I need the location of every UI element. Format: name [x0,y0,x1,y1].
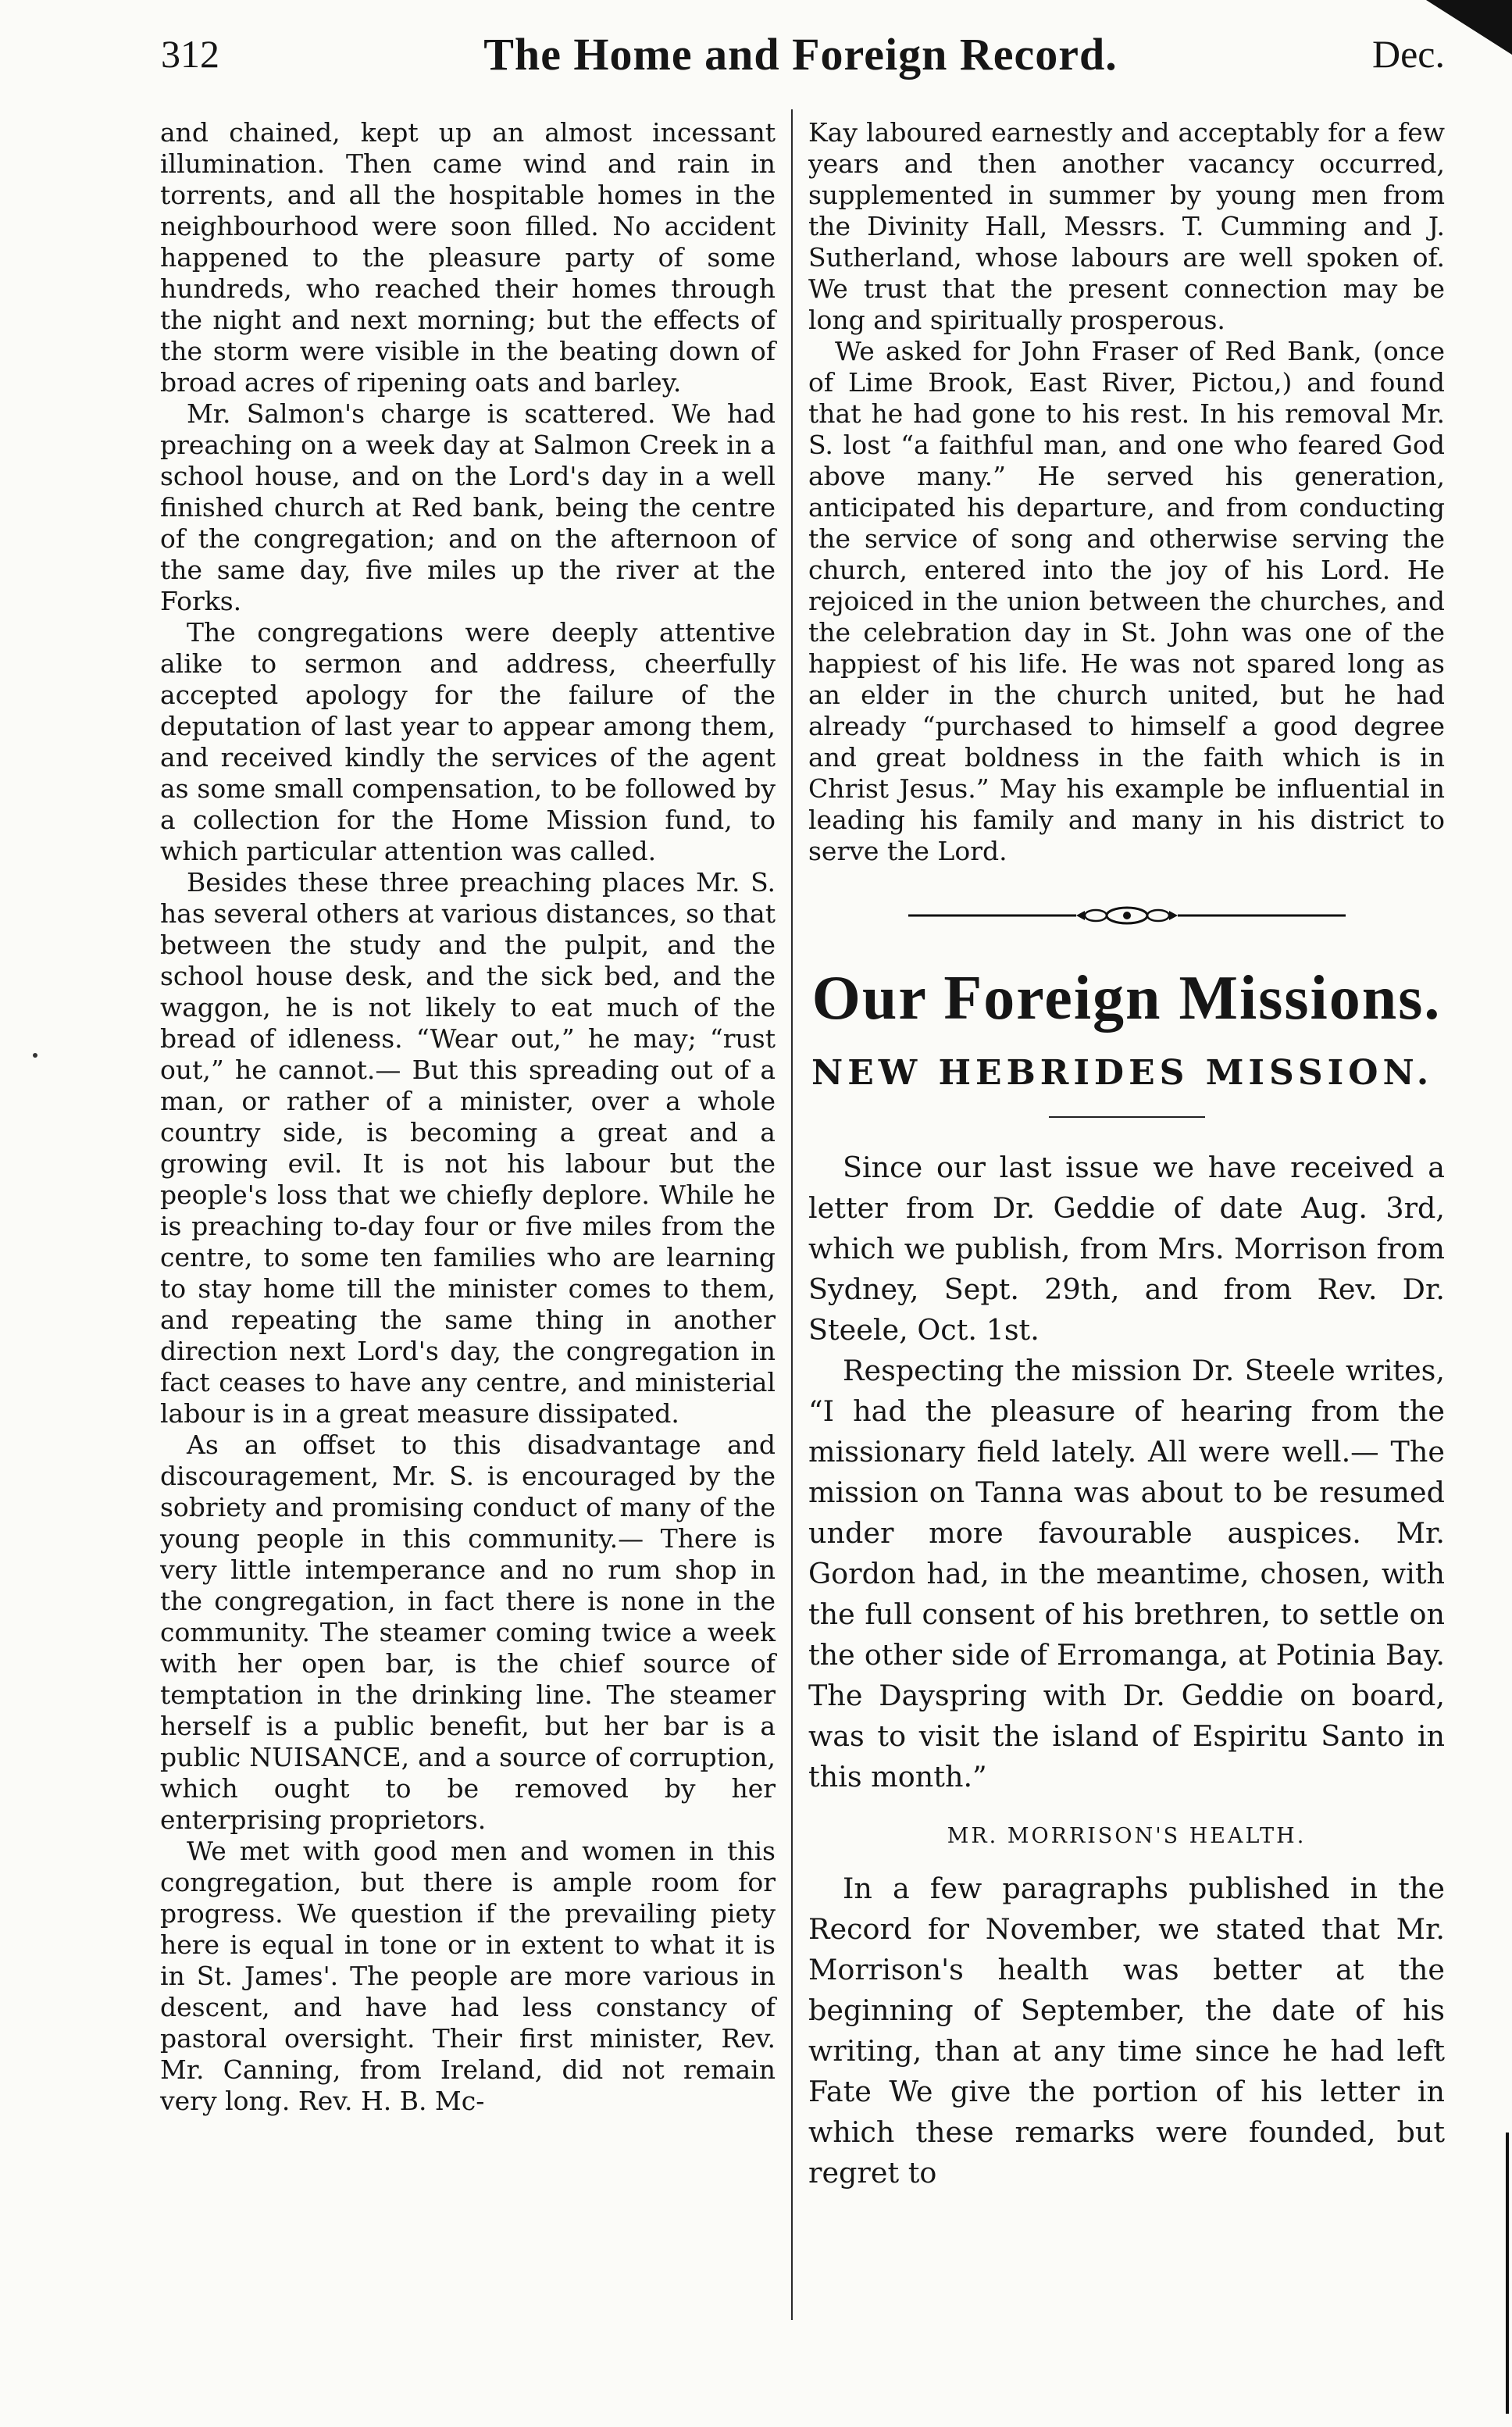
left-column [160,117,776,2117]
left-paragraph: We met with good men and women in this congregation, but there is ample room for progress. We question if the prevailing piety here is equal in tone or in extent to what it is in St. James'. The people are more various in descent, and have had less constancy of pastoral oversight. Their first minister, Rev. Mr. Canning, from Ireland, did not remain very long. Rev. H. B. Mc- [160,1836,776,2116]
health-paragraph: In a few paragraphs published in the Record for November, we stated that Mr. Morrison's health was better at the beginning of September, the date of his writing, than at any time since he had left Fate We give the portion of his letter in which these remarks were founded, but regret to [808,1872,1445,2190]
left-paragraph: As an offset to this disadvantage and discouragement, Mr. S. is encouraged by the sobriety and promising conduct of many of the young people in this community.— There is very little intemperance and no rum shop in the congregation, in fact there is none in the community. The steamer coming twice a week with her open bar, is the chief source of temptation in the drinking line. The steamer herself is a public benefit, but her bar is a public NUISANCE, and a source of corruption, which ought to be removed by her enterprising proprietors. [160,1429,776,1835]
left-paragraph: Besides these three preaching places Mr. S. has several others at various distances, so that between the study and the pulpit, and the school house desk, and the sick bed, and the waggon, he is not likely to eat much of the bread of idleness. “Wear out,” he may; “rust out,” he cannot.— But this spreading out of a man, or rather of a minister, over a whole country side, is becoming a great and a growing evil. It is not his labour but the people's loss that we chiefly deplore. While he is preaching to-day four or five miles from the centre, to some ten families who are learning to stay home till the minister comes to them, and repeating the same thing in another direction next Lord's day, the congregation in fact ceases to have any centre, and ministerial labour is in a great measure dissipated. [160,867,776,1429]
subsection-title: NEW HEBRIDES MISSION. [811,1053,1434,1093]
left-paragraph: and chained, kept up an almost incessant illumination. Then came wind and rain in torrents, and all the hospitable homes in the neighbourhood were soon filled. No accident happened to the pleasure party of some hundreds, who reached their homes through the night and next morning; but the effects of the storm were visible in the beating down of broad acres of ripening oats and barley. [160,117,776,398]
left-paragraph: The congregations were deeply attentive alike to sermon and address, cheerfully accepted apology for the failure of the deputation of last year to appear among them, and received kindly the services of the agent as some small compensation, to be followed by a collection for the Home Mission fund, to which particular attention was called. [160,617,776,866]
running-header [156,23,1445,94]
heading-rule [1049,1116,1205,1118]
journal-title: The Home and Foreign Record. [483,29,1118,80]
column-divider [791,109,793,2320]
right-column [808,117,1445,2193]
page-edge-mark [1506,2133,1509,2414]
right-paragraph: Kay laboured earnestly and acceptably for a few years and then another vacancy occurred, supplemented in summer by young men from the Divinity Hall, Messrs. T. Cumming and J. Sutherland, whose labours are well spoken of. We trust that the present connection may be long and spiritually prosperous. [808,117,1445,335]
section-title: Our Foreign Missions. [811,964,1442,1033]
page-number: 312 [161,32,219,76]
left-paragraph: Mr. Salmon's charge is scattered. We had preaching on a week day at Salmon Creek in a school house, and on the Lord's day in a well finished church at Red bank, being the centre of the congregation; and on the afternoon of the same day, five miles up the river at the Forks. [160,398,776,616]
ornament-divider-icon [908,900,1346,931]
margin-speck [33,1053,37,1058]
right-top-text [808,117,1445,867]
mission-paragraph: Respecting the mission Dr. Steele writes, “I had the pleasure of hearing from the missionary field lately. All were well.— The mission on Tanna was about to be resumed under more favourable auspices. Mr. Gordon had, in the meantime, chosen, with the full consent of his brethren, to settle on the other side of Erromanga, at Potinia Bay. The Dayspring with Dr. Geddie on board, was to visit the island of Espiritu Santo in this month.” [808,1354,1445,1793]
mission-paragraph: Since our last issue we have received a letter from Dr. Geddie of date Aug. 3rd, which we publish, from Mrs. Morrison from Sydney, Sept. 29th, and from Rev. Dr. Steele, Oct. 1st. [808,1151,1445,1347]
health-heading: MR. MORRISON'S HEALTH. [947,1824,1307,1848]
right-paragraph: We asked for John Fraser of Red Bank, (once of Lime Brook, East River, Pictou,) and found that he had gone to his rest. In his removal Mr. S. lost “a faithful man, and one who feared God above many.” He served his generation, anticipated his departure, and from conducting the service of song and otherwise serving the church, entered into the joy of his Lord. He rejoiced in the union between the churches, and the celebration day in St. John was one of the happiest of his life. He was not spared long as an elder in the church united, but he had already “purchased to himself a good degree and great boldness in the faith which is in Christ Jesus.” May his example be influential in leading his family and many in his district to serve the Lord. [808,336,1445,866]
header-month: Dec. [1372,32,1445,76]
mission-text [808,1147,1445,2193]
